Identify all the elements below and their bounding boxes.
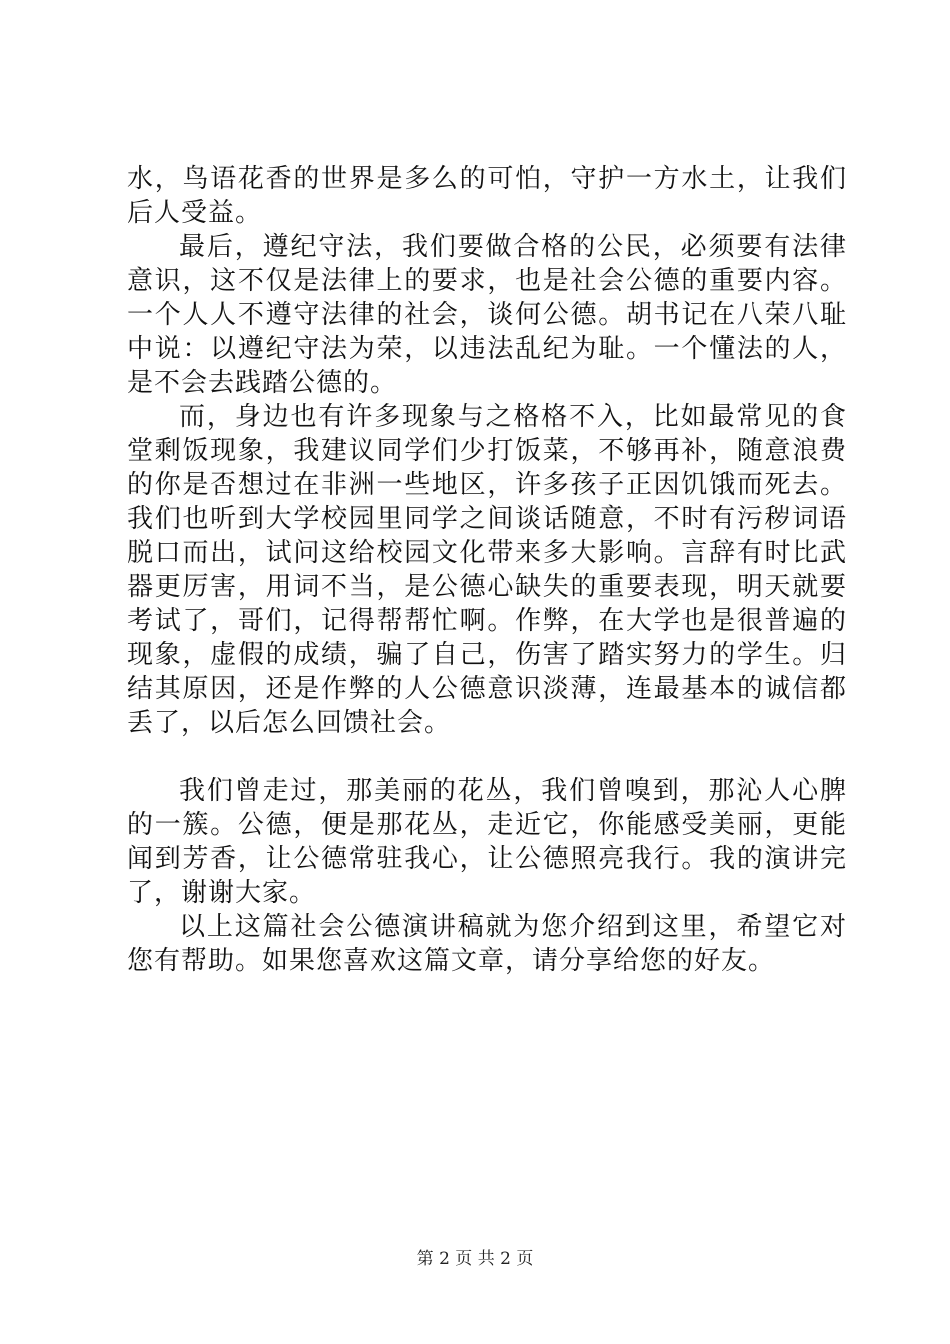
paragraph-closing: 我们曾走过，那美丽的花丛，我们曾嗅到，那沁人心脾的一簇。公德，便是那花丛，走近它，你能感受美丽，更能闻到芳香，让公德常驻我心，让公德照亮我行。我的演讲完了，谢谢大家。 <box>127 776 847 908</box>
paragraph-law: 最后，遵纪守法，我们要做合格的公民，必须要有法律意识，这不仅是法律上的要求，也是社会公德的重要内容。一个人人不遵守法律的社会，谈何公德。胡书记在八荣八耻中说：以遵纪守法为荣，以违法乱纪为耻。一个懂法的人，是不会去践踏公德的。 <box>127 232 847 398</box>
paragraph-phenomena: 而，身边也有许多现象与之格格不入，比如最常见的食堂剩饭现象，我建议同学们少打饭菜，不够再补，随意浪费的你是否想过在非洲一些地区，许多孩子正因饥饿而死去。我们也听到大学校园里同学之间谈话随意，不时有污秽词语脱口而出，试问这给校园文化带来多大影响。言辞有时比武器更厉害，用词不当，是公德心缺失的重要表现，明天就要考试了，哥们，记得帮帮忙啊。作弊，在大学也是很普遍的现象，虚假的成绩，骗了自己，伤害了踏实努力的学生。归结其原因，还是作弊的人公德意识淡薄，连最基本的诚信都丢了，以后怎么回馈社会。 <box>127 402 847 738</box>
page-number-footer: 第 2 页 共 2 页 <box>416 1249 534 1269</box>
body-text <box>127 162 847 978</box>
paragraph-share: 以上这篇社会公德演讲稿就为您介绍到这里，希望它对您有帮助。如果您喜欢这篇文章，请分享给您的好友。 <box>127 912 847 976</box>
paragraph-spacer <box>127 740 847 774</box>
paragraph-continuation: 水，鸟语花香的世界是多么的可怕，守护一方水土，让我们后人受益。 <box>127 164 847 228</box>
